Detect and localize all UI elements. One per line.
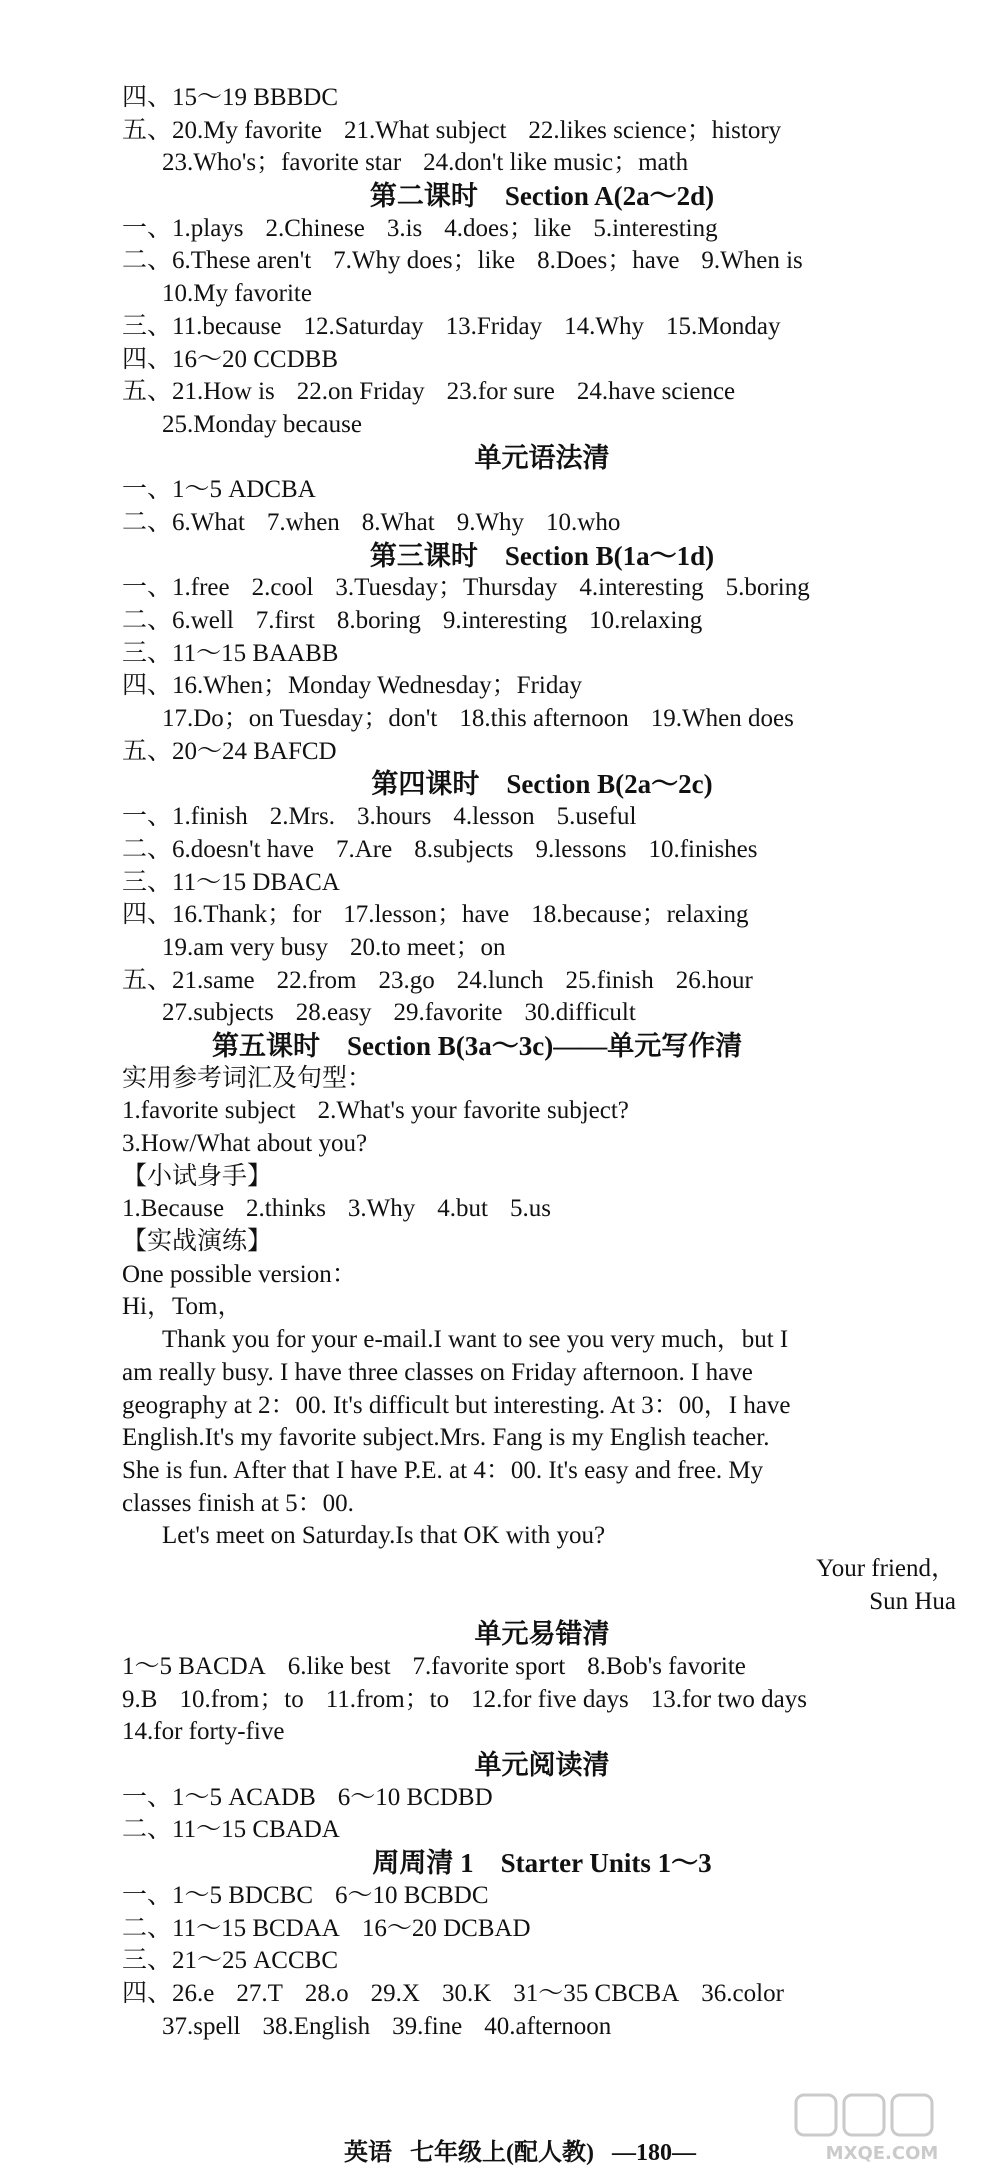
answer-text: 单元语法清 — [474, 442, 610, 473]
footer-grade: 七年级上(配人教) — [410, 2140, 594, 2166]
answer-text: Hi，Tom， — [122, 1293, 243, 1321]
answer-line — [122, 1259, 962, 1292]
answer-text: 39.fine — [392, 2012, 463, 2040]
answer-text: 10.relaxing — [589, 607, 703, 634]
footer-subject: 英语 — [344, 2140, 392, 2166]
answer-text: 周周清 1 Starter Units 1～3 — [372, 1848, 712, 1879]
answer-line — [122, 344, 962, 377]
answer-key-page — [122, 82, 962, 2043]
answer-text: 9.B — [122, 1685, 158, 1713]
answer-text: 二、6.doesn't have — [122, 835, 314, 863]
answer-text: 2.thinks — [246, 1195, 326, 1223]
answer-text: 12.for five days — [471, 1685, 629, 1713]
answer-text: Your friend， — [816, 1554, 956, 1582]
answer-text: 28.easy — [295, 999, 372, 1027]
answer-line — [122, 213, 962, 246]
answer-text: 2.cool — [251, 574, 314, 602]
answer-text: 单元易错清 — [474, 1619, 610, 1650]
answer-line — [122, 1357, 962, 1390]
answer-text: 10.from；to — [179, 1685, 304, 1713]
watermark-logo — [792, 2091, 972, 2165]
answer-text: 22.likes science；history — [528, 116, 782, 144]
answer-text: 19.When does — [650, 705, 794, 733]
answer-text: 22.from — [276, 966, 357, 994]
answer-text: 五、20.My favorite — [122, 116, 322, 144]
answer-text: geography at 2：00. It's difficult but interesting. At 3：00，I have — [122, 1391, 791, 1419]
answer-text: 单元阅读清 — [474, 1750, 610, 1781]
answer-text: 五、21.How is — [122, 378, 275, 406]
answer-line — [122, 670, 962, 703]
answer-line — [122, 1095, 962, 1128]
section-heading — [122, 1749, 962, 1782]
answer-line — [122, 1880, 962, 1913]
answer-text: 11.from；to — [325, 1685, 450, 1713]
answer-text: 一、1.finish — [122, 803, 248, 831]
answer-text: 18.this afternoon — [459, 705, 629, 733]
answer-line — [122, 1978, 962, 2011]
answer-text: 9.interesting — [442, 607, 568, 634]
answer-line — [122, 311, 962, 344]
answer-line — [122, 1455, 962, 1488]
answer-text: 1～5 BACDA — [122, 1653, 266, 1680]
answer-text: 9.When is — [701, 247, 803, 275]
answer-line — [122, 1782, 962, 1815]
answer-text: English.It's my favorite subject.Mrs. Fang is my English teacher. — [122, 1424, 770, 1452]
answer-text: 14.for forty-five — [122, 1718, 285, 1746]
answer-text: 7.first — [255, 607, 315, 634]
answer-text: 15.Monday — [665, 312, 781, 340]
section-heading — [122, 442, 962, 475]
answer-line — [122, 245, 962, 278]
answer-text: 五、21.same — [122, 966, 255, 994]
answer-text: 12.Saturday — [303, 312, 424, 340]
answer-line — [122, 997, 962, 1030]
answer-line — [122, 1913, 962, 1946]
answer-line — [122, 1684, 962, 1717]
answer-text: 二、6.These aren't — [122, 247, 312, 275]
answer-line — [122, 474, 962, 507]
answer-line — [122, 409, 962, 442]
answer-text: 22.on Friday — [296, 378, 425, 406]
answer-text: 4.interesting — [579, 574, 704, 602]
answer-line — [122, 507, 962, 540]
answer-text: 5.us — [509, 1195, 551, 1223]
answer-line — [122, 605, 962, 638]
answer-line — [122, 703, 962, 736]
answer-text: 4.lesson — [453, 803, 535, 831]
answer-text: 7.when — [266, 508, 340, 536]
answer-text: 19.am very busy — [162, 933, 328, 961]
answer-text: 第五课时 Section B(3a～3c)——单元写作清 — [212, 1030, 743, 1061]
answer-line — [122, 1520, 962, 1553]
answer-text: 三、21～25 ACCBC — [122, 1947, 339, 1975]
answer-line — [122, 82, 962, 115]
section-heading — [122, 1847, 962, 1880]
answer-text: 24.lunch — [456, 966, 544, 994]
answer-line — [122, 1291, 962, 1324]
answer-text: 23.Who's；favorite star — [162, 149, 402, 177]
answer-text: am really busy. I have three classes on Friday afternoon. I have — [122, 1358, 753, 1386]
answer-text: 8.Does；have — [537, 247, 680, 275]
answer-text: 25.finish — [565, 966, 654, 994]
answer-text: 20.to meet；on — [349, 933, 506, 961]
answer-text: 9.lessons — [535, 835, 627, 863]
answer-text: 四、15～19 BBBDC — [122, 84, 339, 111]
answer-text: 6～10 BCDBD — [337, 1783, 493, 1811]
answer-text: One possible version： — [122, 1260, 357, 1288]
section-heading — [122, 540, 962, 573]
answer-text: 30.difficult — [524, 999, 636, 1027]
answer-line — [122, 899, 962, 932]
answer-text: 8.subjects — [414, 835, 514, 863]
answer-text: 27.T — [236, 1979, 283, 2007]
answer-text: 8.What — [361, 508, 435, 536]
answer-text: 四、16.When；Monday Wednesday；Friday — [122, 672, 582, 700]
answer-text: 8.Bob's favorite — [587, 1653, 746, 1680]
footer-page-number: —180— — [611, 2140, 696, 2166]
section-heading — [122, 180, 962, 213]
answer-line — [122, 801, 962, 834]
answer-text: 二、6.well — [122, 607, 234, 634]
watermark-text: MXQE.COM — [825, 2143, 939, 2164]
answer-line — [122, 147, 962, 180]
answer-text: 14.Why — [564, 312, 644, 340]
answer-line — [122, 1716, 962, 1749]
answer-text: 第二课时 Section A(2a～2d) — [369, 181, 715, 212]
answer-text: 四、16～20 CCDBB — [122, 345, 339, 373]
answer-text: 一、1～5 ADCBA — [122, 476, 316, 504]
answer-text: 37.spell — [162, 2012, 241, 2040]
answer-text: 21.What subject — [343, 116, 507, 144]
answer-text: 13.for two days — [650, 1685, 807, 1713]
answer-text: 3.Tuesday；Thursday — [335, 574, 558, 602]
answer-text: 四、16.Thank；for — [122, 901, 322, 929]
answer-text: 一、1.free — [122, 574, 230, 602]
section-heading — [122, 1030, 962, 1063]
answer-text: 18.because；relaxing — [531, 901, 749, 929]
answer-text: 17.lesson；have — [343, 901, 510, 929]
answer-text: 13.Friday — [445, 312, 543, 340]
answer-line — [122, 1553, 962, 1586]
answer-text: 3.Why — [347, 1195, 416, 1223]
answer-text: 2.Chinese — [265, 214, 365, 242]
answer-text: 第四课时 Section B(2a～2c) — [371, 769, 713, 800]
answer-text: 16～20 DCBAD — [361, 1914, 531, 1942]
answer-text: 3.How/What about you? — [122, 1130, 368, 1157]
answer-text: 8.boring — [336, 607, 421, 634]
answer-text: 26.hour — [675, 966, 753, 994]
answer-text: 3.is — [386, 214, 423, 242]
answer-text: 10.who — [546, 508, 621, 536]
answer-text: 27.subjects — [162, 999, 274, 1027]
answer-text: 40.afternoon — [484, 2012, 612, 2040]
answer-text: 5.boring — [725, 574, 810, 602]
answer-text: 3.hours — [357, 803, 432, 831]
answer-text: 29.X — [370, 1979, 420, 2007]
answer-text: 一、1.plays — [122, 214, 244, 242]
answer-line — [122, 1422, 962, 1455]
answer-text: 1.favorite subject — [122, 1097, 296, 1125]
answer-text: 24.have science — [576, 378, 736, 406]
answer-line — [122, 834, 962, 867]
answer-text: 三、11～15 DBACA — [122, 868, 340, 896]
answer-line — [122, 1586, 962, 1619]
answer-line — [122, 115, 962, 148]
answer-text: 4.but — [437, 1195, 488, 1223]
answer-text: 38.English — [262, 2012, 371, 2040]
answer-line — [122, 376, 962, 409]
answer-line — [122, 1161, 962, 1194]
answer-line — [122, 965, 962, 998]
answer-text: 【实战演练】 — [122, 1228, 273, 1256]
answer-text: 31～35 CBCBA — [513, 1979, 680, 2007]
answer-line — [122, 1063, 962, 1096]
answer-text: 10.My favorite — [162, 280, 312, 308]
answer-line — [122, 1814, 962, 1847]
answer-text: 7.favorite sport — [412, 1653, 566, 1680]
answer-line — [122, 278, 962, 311]
answer-text: Let's meet on Saturday.Is that OK with you? — [162, 1522, 606, 1550]
answer-text: 10.finishes — [648, 835, 758, 863]
answer-text: 【小试身手】 — [122, 1162, 273, 1190]
answer-text: 9.Why — [456, 508, 525, 536]
answer-text: 一、1～5 ACADB — [122, 1783, 316, 1811]
answer-text: 1.Because — [122, 1195, 225, 1223]
answer-line — [122, 867, 962, 900]
answer-line — [122, 1651, 962, 1684]
answer-text: 二、6.What — [122, 508, 245, 536]
answer-line — [122, 736, 962, 769]
answer-text: 4.does；like — [444, 214, 572, 242]
answer-text: Sun Hua — [869, 1587, 956, 1615]
answer-text: 25.Monday because — [162, 410, 362, 438]
answer-line — [122, 2011, 962, 2044]
answer-text: 23.for sure — [446, 378, 555, 406]
answer-text: 29.favorite — [393, 999, 503, 1027]
answer-text: 6～10 BCBDC — [335, 1881, 489, 1909]
answer-text: 36.color — [701, 1979, 784, 2007]
answer-line — [122, 1128, 962, 1161]
answer-line — [122, 1226, 962, 1259]
answer-text: Thank you for your e-mail.I want to see you very much，but I — [162, 1326, 789, 1354]
answer-line — [122, 932, 962, 965]
answer-text: 2.What's your favorite subject? — [317, 1097, 629, 1125]
answer-text: 23.go — [378, 966, 435, 994]
answer-text: 三、11.because — [122, 312, 282, 340]
answer-text: 28.o — [304, 1979, 349, 2007]
section-heading — [122, 1618, 962, 1651]
answer-line — [122, 1945, 962, 1978]
answer-text: 30.K — [441, 1979, 492, 2007]
answer-text: 四、26.e — [122, 1979, 215, 2007]
answer-text: 实用参考词汇及句型： — [122, 1064, 373, 1092]
answer-text: 二、11～15 CBADA — [122, 1816, 340, 1844]
answer-text: classes finish at 5：00. — [122, 1489, 354, 1517]
answer-line — [122, 1324, 962, 1357]
answer-text: 17.Do；on Tuesday；don't — [162, 705, 438, 733]
answer-text: 二、11～15 BCDAA — [122, 1914, 340, 1942]
answer-text: 第三课时 Section B(1a～1d) — [369, 540, 715, 571]
answer-line — [122, 572, 962, 605]
answer-text: She is fun. After that I have P.E. at 4：00. It's easy and free. My — [122, 1456, 764, 1484]
answer-line — [122, 1193, 962, 1226]
answer-text: 6.like best — [287, 1653, 391, 1680]
answer-text: 5.interesting — [593, 214, 718, 242]
answer-text: 五、20～24 BAFCD — [122, 737, 337, 765]
answer-text: 5.useful — [556, 803, 637, 831]
answer-line — [122, 1488, 962, 1521]
answer-text: 一、1～5 BDCBC — [122, 1881, 314, 1909]
answer-text: 三、11～15 BAABB — [122, 639, 339, 667]
answer-text: 2.Mrs. — [269, 803, 335, 831]
section-heading — [122, 768, 962, 801]
answer-line — [122, 1390, 962, 1423]
answer-text: 24.don't like music；math — [423, 149, 689, 177]
answer-text: 7.Are — [335, 835, 393, 863]
answer-text: 7.Why does；like — [333, 247, 516, 275]
answer-line — [122, 638, 962, 671]
